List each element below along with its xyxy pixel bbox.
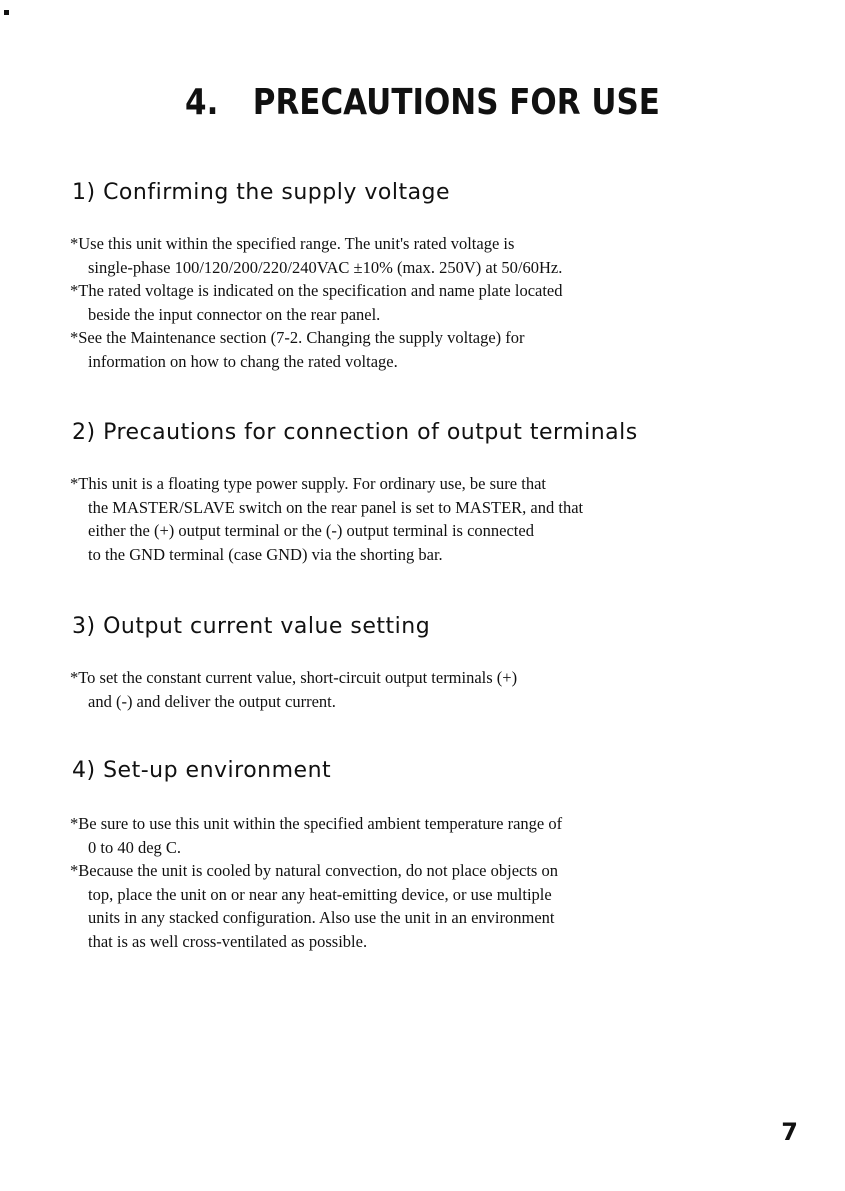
page-title bbox=[59, 82, 786, 123]
text-line: *To set the constant current value, short-circuit output terminals (+) bbox=[70, 668, 518, 687]
text-line: that is as well cross-ventilated as possible. bbox=[88, 931, 368, 951]
section-heading-setup-environment: 4) Set-up environment bbox=[72, 758, 332, 783]
text-line: single-phase 100/120/200/220/240VAC ±10% (max. 250V) at 50/60Hz. bbox=[88, 257, 563, 277]
text-line: 0 to 40 deg C. bbox=[88, 837, 182, 857]
section-heading-supply-voltage: 1) Confirming the supply voltage bbox=[72, 180, 451, 205]
section-heading-output-terminals: 2) Precautions for connection of output terminals bbox=[72, 420, 638, 445]
text-line: information on how to chang the rated voltage. bbox=[88, 351, 398, 371]
section-body-setup-environment bbox=[70, 812, 782, 953]
text-line: top, place the unit on or near any heat-emitting device, or use multiple bbox=[88, 884, 552, 904]
text-line: and (-) and deliver the output current. bbox=[88, 691, 336, 711]
chapter-number: 4. bbox=[185, 82, 219, 123]
section-body-supply-voltage bbox=[70, 232, 782, 373]
text-line: *This unit is a floating type power supply. For ordinary use, be sure that bbox=[70, 474, 546, 493]
text-line: units in any stacked configuration. Also use the unit in an environment bbox=[88, 908, 555, 927]
section-heading-current-setting: 3) Output current value setting bbox=[72, 614, 431, 639]
page-number: 7 bbox=[781, 1118, 798, 1146]
text-line: either the (+) output terminal or the (-) output terminal is connected bbox=[88, 521, 534, 540]
text-line: the MASTER/SLAVE switch on the rear panel is set to MASTER, and that bbox=[88, 497, 584, 517]
text-line: *Use this unit within the specified range. The unit's rated voltage is bbox=[70, 234, 515, 253]
text-line: to the GND terminal (case GND) via the shorting bar. bbox=[88, 544, 443, 564]
text-line: *The rated voltage is indicated on the specification and name plate located bbox=[70, 281, 563, 300]
text-line: *See the Maintenance section (7-2. Changing the supply voltage) for bbox=[70, 328, 525, 347]
text-line: *Because the unit is cooled by natural convection, do not place objects on bbox=[70, 861, 558, 880]
chapter-title: PRECAUTIONS FOR USE bbox=[252, 82, 660, 123]
scan-mark bbox=[4, 10, 9, 15]
section-body-current-setting bbox=[70, 666, 782, 713]
text-line: *Be sure to use this unit within the specified ambient temperature range of bbox=[70, 814, 563, 833]
section-body-output-terminals bbox=[70, 472, 782, 566]
text-line: beside the input connector on the rear panel. bbox=[88, 304, 381, 324]
